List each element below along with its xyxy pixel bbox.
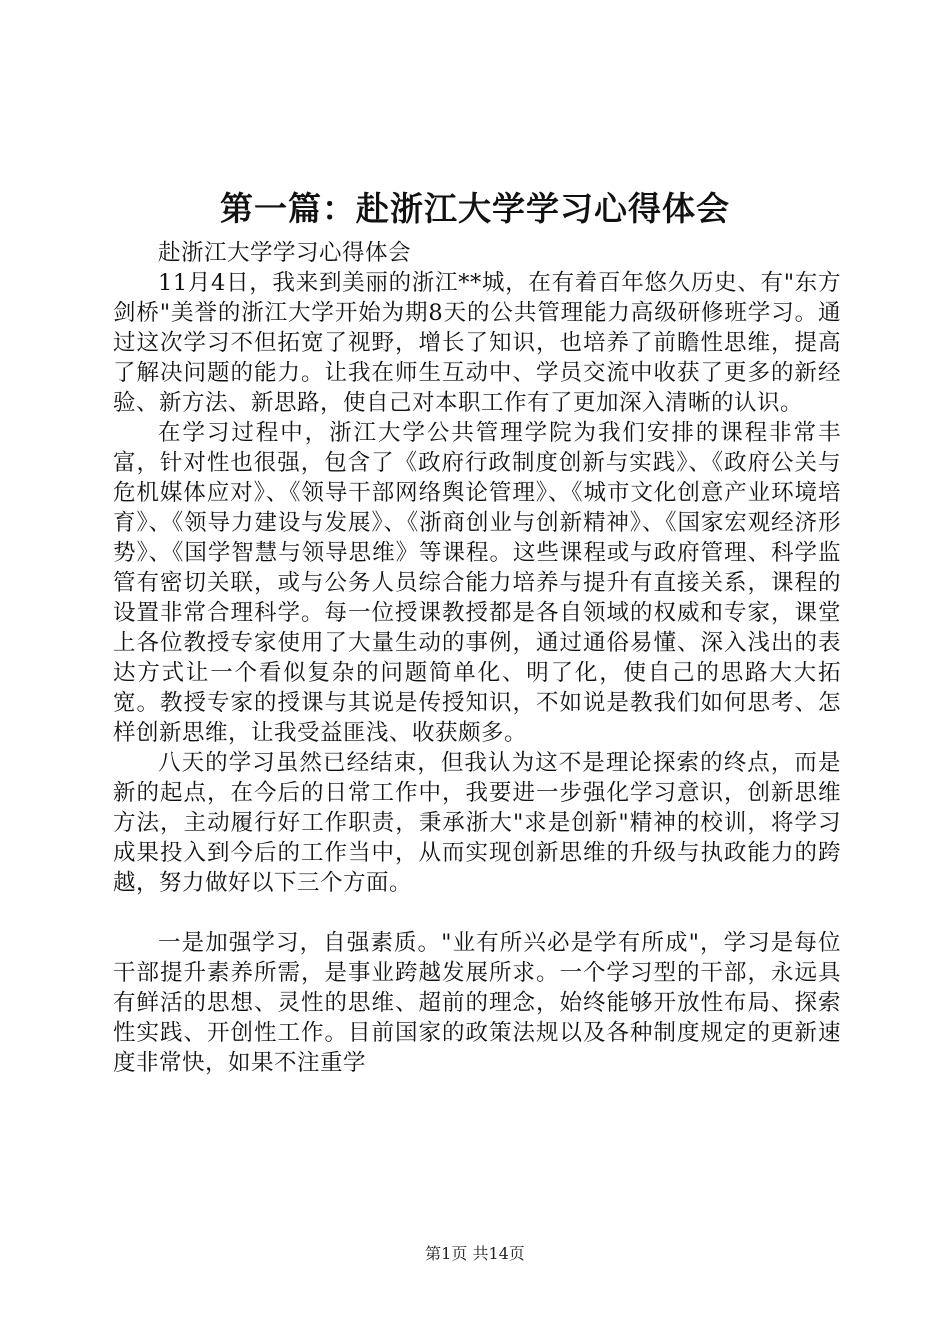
paragraph-courses: 在学习过程中，浙江大学公共管理学院为我们安排的课程非常丰富，针对性也很强，包含了《政府行政制度创新与实践》、《政府公关与危机媒体应对》、《领导干部网络舆论管理》、《城市文化创意产业环境培育》、《领导力建设与发展》、《浙商创业与创新精神》、《国家宏观经济形势》、《国学智慧与领导思维》等课程。这些课程或与政府管理、科学监管有密切关联，或与公务人员综合能力培养与提升有直接关系，课程的设置非常合理科学。每一位授课教授都是各自领域的权威和专家，课堂上各位教授专家使用了大量生动的事例，通过通俗易懂、深入浅出的表达方式让一个看似复杂的问题简单化、明了化，使自己的思路大大拓宽。教授专家的授课与其说是传授知识，不如说是教我们如何思考、怎样创新思维，让我受益匪浅、收获颇多。 <box>113 420 841 746</box>
document-title: 第一篇：赴浙江大学学习心得体会 <box>220 189 730 228</box>
document-body <box>113 238 841 1078</box>
page-number-footer: 第1页 共14页 <box>425 1244 525 1263</box>
paragraph-conclusion: 八天的学习虽然已经结束，但我认为这不是理论探索的终点，而是新的起点，在今后的日常工作中，我要进一步强化学习意识，创新思维方法，主动履行好工作职责，秉承浙大"求是创新"精神的校训，将学习成果投入到今后的工作当中，从而实现创新思维的升级与执政能力的跨越，努力做好以下三个方面。 <box>113 750 841 896</box>
paragraph-point-one: 一是加强学习，自强素质。"业有所兴必是学有所成"，学习是每位干部提升素养所需，是事业跨越发展所求。一个学习型的干部，永远具有鲜活的思想、灵性的思维、超前的理念，始终能够开放性布局、探索性实践、开创性工作。目前国家的政策法规以及各种制度规定的更新速度非常快，如果不注重学 <box>113 930 841 1076</box>
paragraph-intro: 11月4日，我来到美丽的浙江**城，在有着百年悠久历史、有"东方剑桥"美誉的浙江大学开始为期8天的公共管理能力高级研修班学习。通过这次学习不但拓宽了视野，增长了知识，也培养了前瞻性思维，提高了解决问题的能力。让我在师生互动中、学员交流中收获了更多的新经验、新方法、新思路，使自己对本职工作有了更加深入清晰的认识。 <box>113 270 841 416</box>
paragraph-subtitle: 赴浙江大学学习心得体会 <box>158 240 412 266</box>
